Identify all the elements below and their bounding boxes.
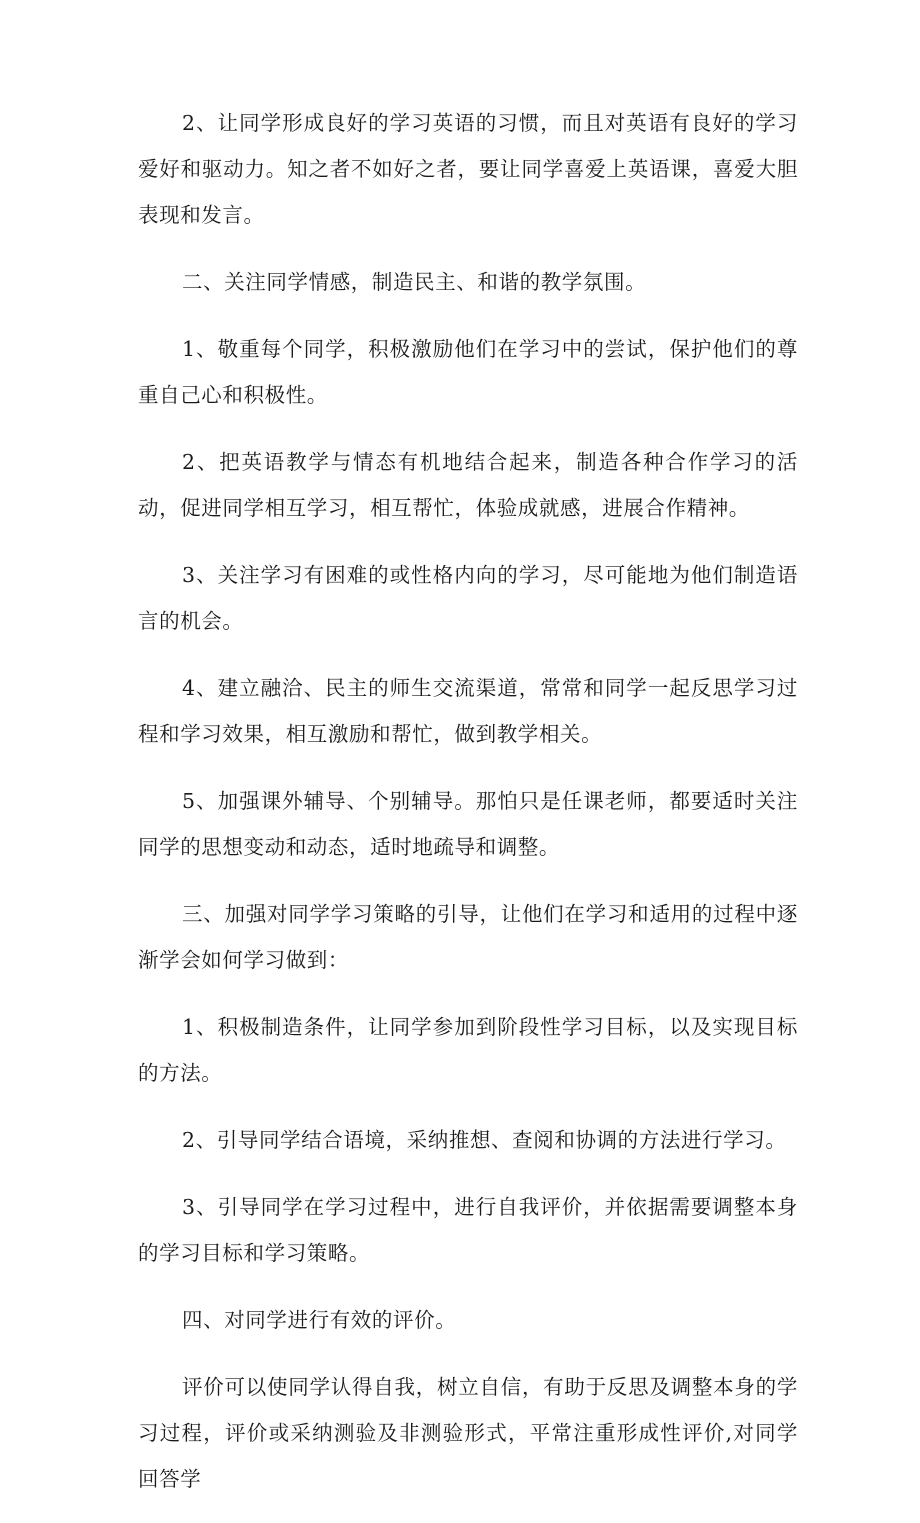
- paragraph-item-2-context: 2、引导同学结合语境，采纳推想、查阅和协调的方法进行学习。: [182, 1128, 787, 1152]
- paragraph-item-4-communication: 4、建立融洽、民主的师生交流渠道，常常和同学一起反思学习过程和学习效果，相互激励和帮忙，做到教学相关。: [138, 676, 798, 746]
- paragraph-item-2-cooperation: 2、把英语教学与情态有机地结合起来，制造各种合作学习的活动，促进同学相互学习，相互帮忙，体验成就感，进展合作精神。: [138, 450, 798, 520]
- paragraph-item-5-tutoring: 5、加强课外辅导、个别辅导。那怕只是任课老师，都要适时关注同学的思想变动和动态，适时地疏导和调整。: [138, 789, 798, 859]
- document-body: [138, 100, 798, 1523]
- paragraph-item-2-habits: 2、让同学形成良好的学习英语的习惯，而且对英语有良好的学习爱好和驱动力。知之者不如好之者，要让同学喜爱上英语课，喜爱大胆表现和发言。: [138, 111, 798, 227]
- section-heading-2: 二、关注同学情感，制造民主、和谐的教学氛围。: [182, 270, 647, 294]
- paragraph-item-3-introverted: 3、关注学习有困难的或性格内向的学习，尽可能地为他们制造语言的机会。: [138, 563, 798, 633]
- section-heading-4: 四、对同学进行有效的评价。: [182, 1308, 457, 1332]
- paragraph-item-1-conditions: 1、积极制造条件，让同学参加到阶段性学习目标，以及实现目标的方法。: [138, 1015, 798, 1085]
- paragraph-item-1-respect: 1、敬重每个同学，积极激励他们在学习中的尝试，保护他们的尊重自己心和积极性。: [138, 337, 798, 407]
- paragraph-evaluation: 评价可以使同学认得自我，树立自信，有助于反思及调整本身的学习过程，评价或采纳测验及非测验形式，平常注重形成性评价,对同学回答学: [138, 1375, 798, 1491]
- section-heading-3: 三、加强对同学学习策略的引导，让他们在学习和适用的过程中逐渐学会如何学习做到：: [138, 902, 798, 972]
- paragraph-item-3-self-evaluation: 3、引导同学在学习过程中，进行自我评价，并依据需要调整本身的学习目标和学习策略。: [138, 1195, 798, 1265]
